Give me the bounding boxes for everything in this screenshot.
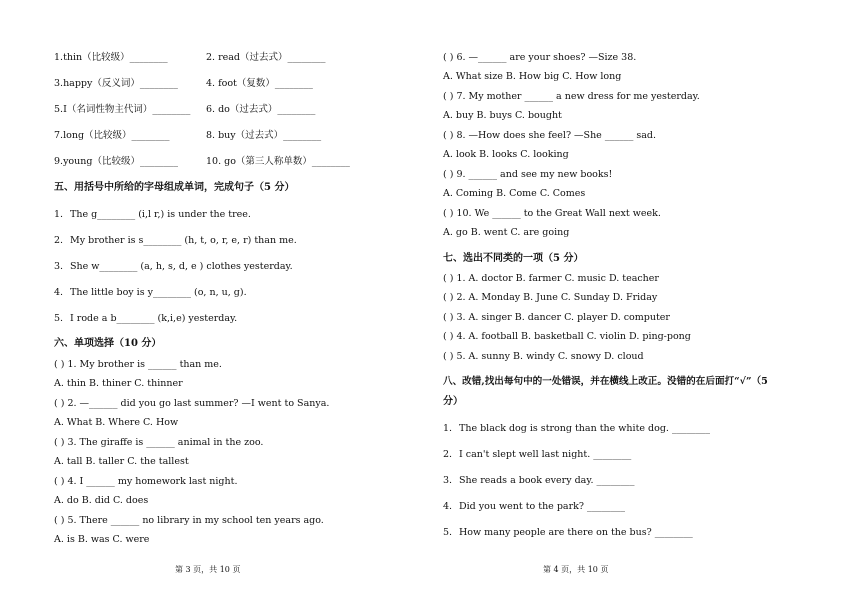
section-8-title-cont: 分） <box>443 396 463 407</box>
question-item: ( ) 2. —______ did you go last summer? —I went to Sanya. <box>54 398 330 409</box>
vocab-item: 6. do（过去式）________ <box>206 104 316 115</box>
question-item: 1. The g________ (i,l r,) is under the tree. <box>54 209 251 220</box>
question-item: ( ) 3. A. singer B. dancer C. player D. computer <box>443 312 670 323</box>
question-item: ( ) 10. We ______ to the Great Wall next week. <box>443 208 661 219</box>
vocab-row <box>54 130 322 142</box>
section-5-title: 五、用括号中所给的字母组成单词，完成句子（5 分） <box>54 182 295 193</box>
question-item: ( ) 6. —______ are your shoes? —Size 38. <box>443 52 637 63</box>
section-6-title: 六、单项选择（10 分） <box>54 338 162 349</box>
vocab-item: 5.I（名词性物主代词）________ <box>54 104 191 115</box>
question-item: ( ) 4. I ______ my homework last night. <box>54 476 238 487</box>
question-item: 4. Did you went to the park? ________ <box>443 501 625 512</box>
question-item: ( ) 7. My mother ______ a new dress for me yesterday. <box>443 91 700 102</box>
right-page <box>430 0 860 607</box>
question-item: ( ) 3. The giraffe is ______ animal in the zoo. <box>54 437 264 448</box>
vocab-item: 8. buy（过去式）________ <box>206 130 322 141</box>
vocab-row <box>54 52 326 64</box>
page-footer: 第 3 页，共 10 页 <box>175 565 241 574</box>
question-item: ( ) 2. A. Monday B. June C. Sunday D. Friday <box>443 292 658 303</box>
question-item: 3. She w________ (a, h, s, d, e ) clothes yesterday. <box>54 261 293 272</box>
option-row: A. What B. Where C. How <box>54 417 179 428</box>
question-item: ( ) 9. ______ and see my new books! <box>443 169 613 180</box>
vocab-item: 2. read（过去式）________ <box>206 52 326 63</box>
question-item: 5. I rode a b________ (k,i,e) yesterday. <box>54 313 238 324</box>
question-item: 1. The black dog is strong than the white dog. ________ <box>443 423 710 434</box>
option-row: A. do B. did C. does <box>54 495 149 506</box>
vocab-item: 1.thin（比较级）________ <box>54 52 168 63</box>
section-7-title: 七、选出不同类的一项（5 分） <box>443 253 584 264</box>
vocab-item: 9.young（比较级）________ <box>54 156 178 167</box>
option-row: A. What size B. How big C. How long <box>443 71 622 82</box>
option-row: A. thin B. thiner C. thinner <box>54 378 183 389</box>
vocab-item: 7.long（比较级）________ <box>54 130 170 141</box>
option-row: A. go B. went C. are going <box>443 227 570 238</box>
question-item: 2. My brother is s________ (h, t, o, r, e, r) than me. <box>54 235 297 246</box>
section-8-title: 八、改错,找出每句中的一处错误，并在横线上改正。没错的在后面打“√”（5 <box>443 376 768 387</box>
option-row: A. tall B. taller C. the tallest <box>54 456 189 467</box>
vocab-item: 10. go（第三人称单数）________ <box>206 156 350 167</box>
question-item: ( ) 8. —How does she feel? —She ______ sad. <box>443 130 656 141</box>
question-item: ( ) 5. A. sunny B. windy C. snowy D. cloud <box>443 351 644 362</box>
option-row: A. look B. looks C. looking <box>443 149 569 160</box>
option-row: A. is B. was C. were <box>54 534 150 545</box>
question-item: ( ) 4. A. football B. basketball C. violin D. ping-pong <box>443 331 691 342</box>
question-item: ( ) 1. A. doctor B. farmer C. music D. teacher <box>443 273 659 284</box>
option-row: A. buy B. buys C. bought <box>443 110 562 121</box>
question-item: ( ) 1. My brother is ______ than me. <box>54 359 222 370</box>
question-item: 2. I can't slept well last night. ________ <box>443 449 632 460</box>
question-item: 3. She reads a book every day. ________ <box>443 475 635 486</box>
vocab-item: 4. foot（复数）________ <box>206 78 313 89</box>
question-item: ( ) 5. There ______ no library in my school ten years ago. <box>54 515 324 526</box>
question-item: 5. How many people are there on the bus? ________ <box>443 527 693 538</box>
question-item: 4. The little boy is y________ (o, n, u, g). <box>54 287 247 298</box>
vocab-item: 3.happy（反义词）________ <box>54 78 178 89</box>
page-footer: 第 4 页，共 10 页 <box>543 565 609 574</box>
vocab-row <box>54 78 313 90</box>
option-row: A. Coming B. Come C. Comes <box>443 188 586 199</box>
vocab-row <box>54 156 350 168</box>
vocab-row <box>54 104 316 116</box>
